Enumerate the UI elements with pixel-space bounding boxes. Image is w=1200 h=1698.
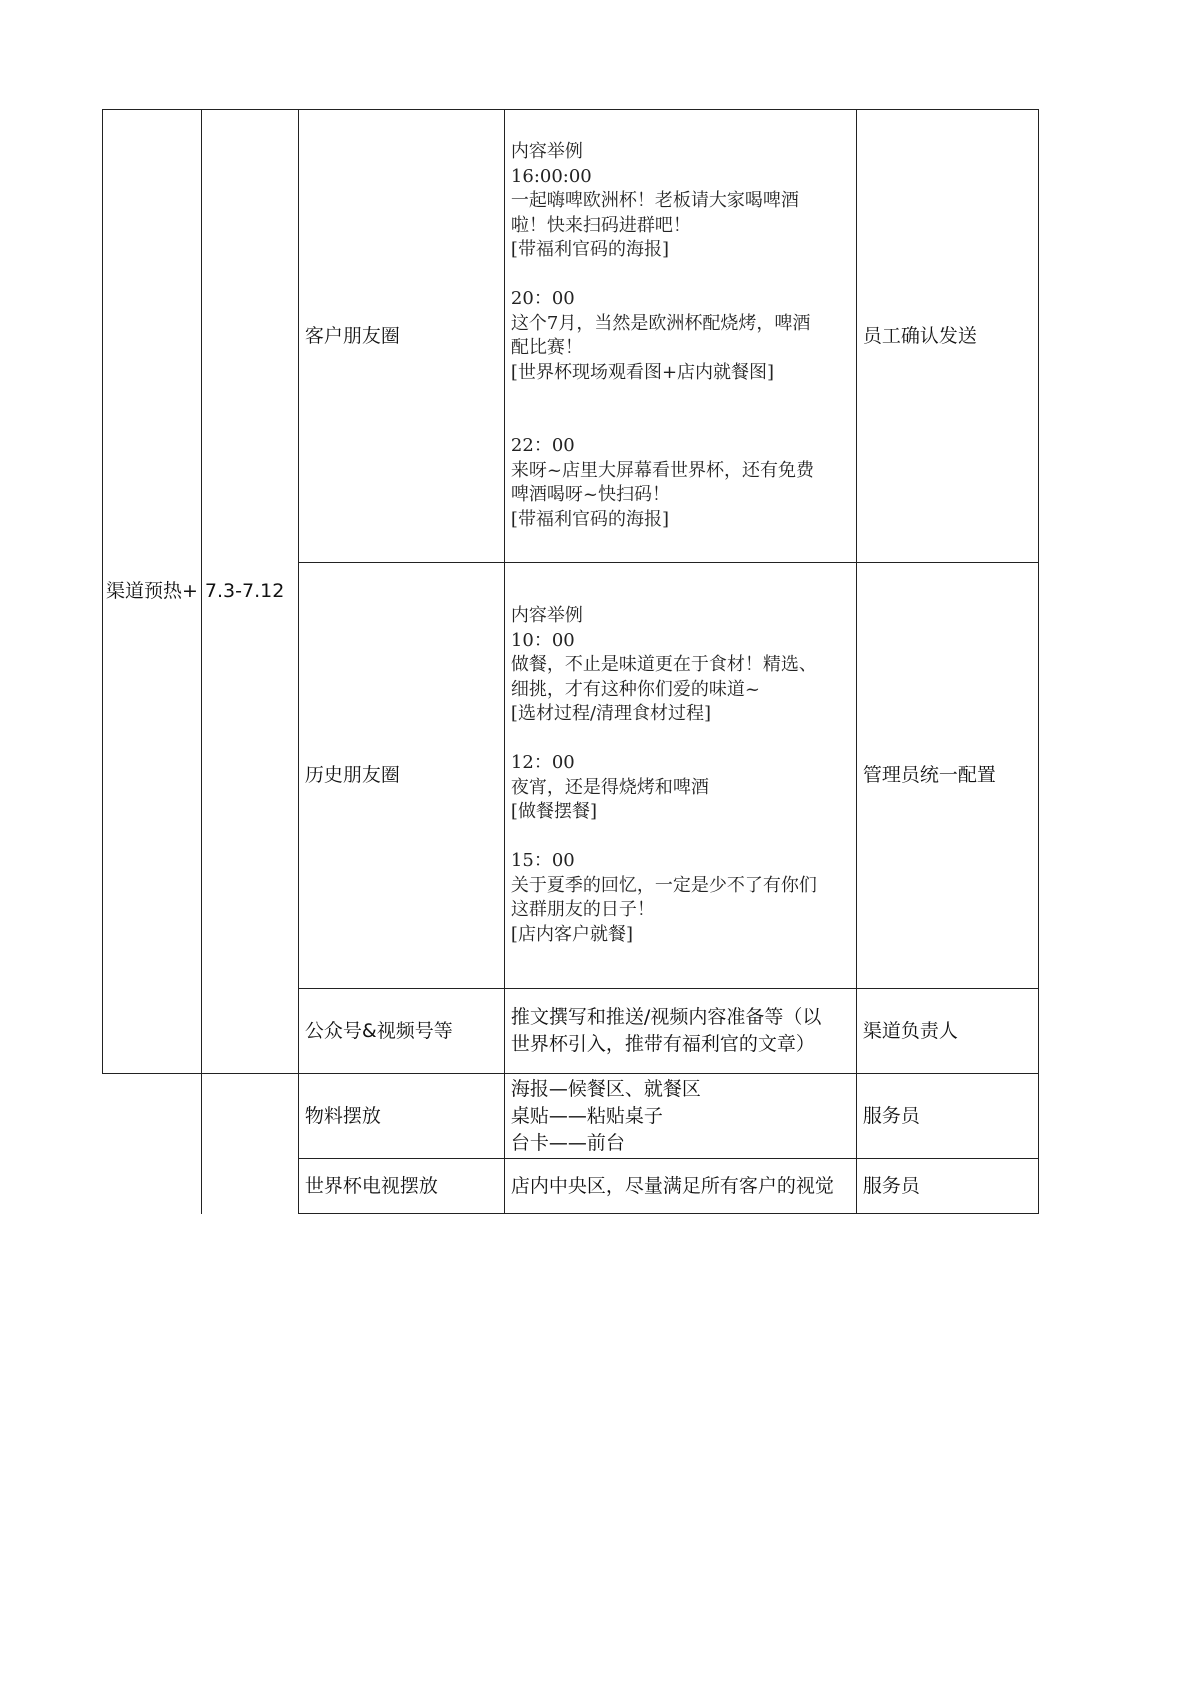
channel-cell <box>298 110 504 563</box>
owner-label: 管理员统一配置 <box>862 764 996 786</box>
post-line: 这个7月，当然是欧洲杯配烧烤，啤酒 <box>510 312 811 334</box>
post-line: 啦！快来扫码进群吧！ <box>510 214 691 236</box>
period-label: 7.3-7.12 <box>204 580 285 602</box>
empty-cell <box>103 1074 202 1159</box>
post-line: [选材过程/清理食材过程] <box>510 703 712 724</box>
owner-cell <box>856 110 1038 563</box>
post-time: 12：00 <box>510 752 575 773</box>
owner-cell <box>856 1074 1038 1159</box>
post-time: 15：00 <box>510 850 575 871</box>
table-row <box>103 110 1039 563</box>
channel-label: 世界杯电视摆放 <box>304 1174 438 1197</box>
channel-cell <box>298 1159 504 1214</box>
content-line: 推文撰写和推送/视频内容准备等（以 <box>510 1006 822 1028</box>
table-row <box>103 1074 1039 1159</box>
post-line: [带福利官码的海报] <box>510 508 669 530</box>
empty-cell <box>201 1074 298 1214</box>
owner-label: 服务员 <box>862 1104 920 1127</box>
content-cell <box>504 1159 856 1214</box>
stage-label: 渠道预热+ <box>106 580 198 602</box>
post-time: 16:00:00 <box>510 165 592 187</box>
post-line: [世界杯现场观看图+店内就餐图] <box>510 361 775 383</box>
post-line: 做餐，不止是味道更在于食材！精选、 <box>510 654 817 675</box>
channel-cell <box>298 1074 504 1159</box>
post-line: 细挑，才有这种你们爱的味道~ <box>510 678 761 700</box>
channel-label: 历史朋友圈 <box>304 764 400 786</box>
content-line: 世界杯引入，推带有福利官的文章） <box>510 1033 815 1055</box>
owner-cell <box>856 1159 1038 1214</box>
post-line: [店内客户就餐] <box>510 923 633 945</box>
post-line: 配比赛！ <box>510 337 583 358</box>
content-cell <box>504 1074 856 1159</box>
post-line: 夜宵，还是得烧烤和啤酒 <box>510 776 709 798</box>
post-line: 啤酒喝呀~快扫码！ <box>510 484 671 505</box>
content-line: 海报—候餐区、就餐区 <box>510 1077 701 1100</box>
content-intro: 内容举例 <box>510 605 583 626</box>
content-cell <box>504 989 856 1074</box>
post-line: 这群朋友的日子！ <box>510 899 655 920</box>
stage-cell <box>103 110 202 1074</box>
post-line: [带福利官码的海报] <box>510 239 669 260</box>
period-cell <box>201 110 298 1074</box>
owner-cell <box>856 563 1038 989</box>
plan-table <box>102 109 1039 1214</box>
post-line: 一起嗨啤欧洲杯！老板请大家喝啤酒 <box>510 190 799 211</box>
content-intro: 内容举例 <box>510 141 583 162</box>
owner-label: 渠道负责人 <box>862 1019 958 1042</box>
post-line: [做餐摆餐] <box>510 801 597 822</box>
owner-label: 员工确认发送 <box>862 324 977 347</box>
content-cell <box>504 563 856 989</box>
channel-label: 公众号&视频号等 <box>304 1019 453 1042</box>
post-time: 20：00 <box>510 288 575 309</box>
post-time: 22：00 <box>510 435 575 456</box>
owner-cell <box>856 989 1038 1074</box>
content-line: 桌贴——粘贴桌子 <box>510 1104 663 1127</box>
channel-label: 物料摆放 <box>304 1104 381 1127</box>
owner-label: 服务员 <box>862 1174 920 1197</box>
post-line: 关于夏季的回忆，一定是少不了有你们 <box>510 874 817 896</box>
content-line: 台卡——前台 <box>510 1131 625 1154</box>
content-cell <box>504 110 856 563</box>
channel-cell <box>298 989 504 1074</box>
content-line: 店内中央区，尽量满足所有客户的视觉 <box>510 1174 834 1197</box>
post-line: 来呀~店里大屏幕看世界杯，还有免费 <box>510 459 815 481</box>
post-time: 10：00 <box>510 629 575 651</box>
empty-cell <box>103 1159 202 1214</box>
channel-label: 客户朋友圈 <box>304 324 400 347</box>
channel-cell <box>298 563 504 989</box>
